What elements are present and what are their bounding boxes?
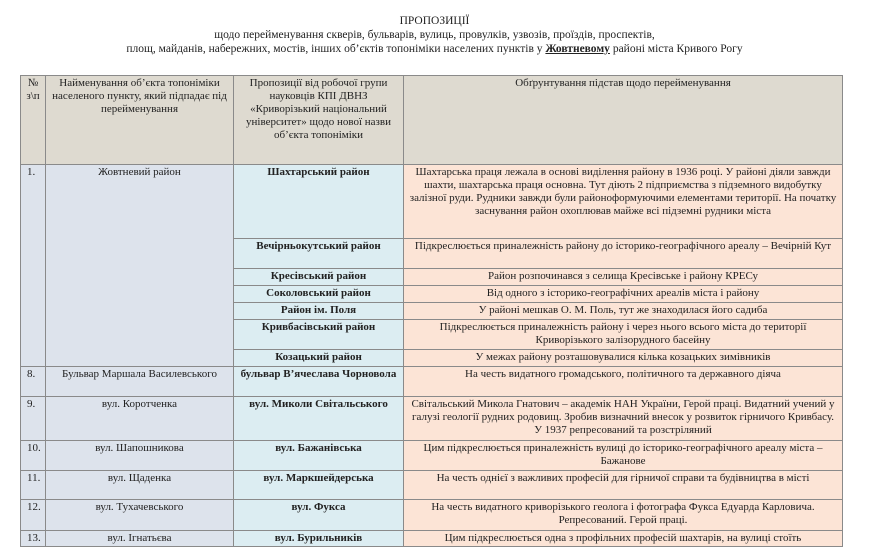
row-justification: У районі мешкав О. М. Поль, тут же знаходилася його садиба: [404, 303, 843, 320]
row-num: 9.: [21, 397, 46, 441]
table-header-row: [21, 76, 843, 165]
row-justification: На честь видатного громадського, політичного та державного діяча: [404, 367, 843, 397]
table-row: [21, 367, 843, 397]
row-current-name: Бульвар Маршала Василевського: [46, 367, 234, 397]
row-proposal: вул. Бурильників: [234, 531, 404, 547]
document-subtitle-line1: щодо перейменування скверів, бульварів, вулиць, провулків, узвозів, проїздів, проспектів,: [214, 29, 655, 41]
row-proposal: вул. Бажанівська: [234, 441, 404, 471]
table-row: [21, 500, 843, 531]
row-justification: Шахтарська праця лежала в основі виділення району в 1936 році. У районі діяли завжди шахти, шахтарська праця основна. Тут діють 2 підприємства з підземного видобутку залізної руди. Рудники завжди були районоформуючими елементами території. На початку заснування район охоплював майже всі підземні рудники міста: [404, 165, 843, 239]
table-row: [21, 531, 843, 547]
document-title: ПРОПОЗИЦІЇ: [399, 15, 470, 27]
row-num: 13.: [21, 531, 46, 547]
table-row: [21, 397, 843, 441]
renaming-proposals-table: [20, 75, 843, 547]
document-header: [0, 14, 869, 56]
row-current-name: вул. Ігнатьєва: [46, 531, 234, 547]
table-row: [21, 165, 843, 239]
table-row: [21, 471, 843, 500]
row-proposal: бульвар В’ячеслава Чорновола: [234, 367, 404, 397]
row-justification: Світальський Микола Гнатович – академік НАН України, Герой праці. Видатний учений у галузі геології рудних родовищ. Зробив визначний внесок у розвиток гірничого Кривбасу. У 1937 репресований та розстріляний: [404, 397, 843, 441]
row-justification: Цим підкреслюється одна з профільних професій шахтарів, на вулиці стоїть: [404, 531, 843, 547]
row-current-name: вул. Коротченка: [46, 397, 234, 441]
header-num: № з\п: [21, 76, 46, 165]
row-proposal: Козацький район: [234, 350, 404, 367]
row-num: 12.: [21, 500, 46, 531]
row-justification: Підкреслюється приналежність району і через нього всього міста до території Криворізького залізорудного басейну: [404, 320, 843, 350]
header-proposal: Пропозиції від робочої групи науковців КПІ ДВНЗ «Криворізький національний університет» щодо нової назви об’єкта топоніміки: [234, 76, 404, 165]
row-num: 8.: [21, 367, 46, 397]
row-proposal: Соколовський район: [234, 286, 404, 303]
row-proposal: вул. Фукса: [234, 500, 404, 531]
row-proposal: вул. Миколи Світальського: [234, 397, 404, 441]
row-current-name: Жовтневий район: [46, 165, 234, 367]
district-name-highlight: Жовтневому: [545, 43, 610, 55]
header-current-name: Найменування об’єкта топоніміки населеного пункту, який підпадає під перейменування: [46, 76, 234, 165]
row-proposal: Кривбасівський район: [234, 320, 404, 350]
row-justification: Район розпочинався з селища Кресівське і району КРЕСу: [404, 269, 843, 286]
row-justification: У межах району розташовувалися кілька козацьких зимівників: [404, 350, 843, 367]
row-justification: На честь однієї з важливих професій для гірничої справи та будівництва в місті: [404, 471, 843, 500]
row-justification: Від одного з історико-географічних ареалів міста і району: [404, 286, 843, 303]
row-proposal: Район ім. Поля: [234, 303, 404, 320]
row-justification: Цим підкреслюється приналежність вулиці до історико-географічного ареалу міста – Бажанове: [404, 441, 843, 471]
row-proposal: Шахтарський район: [234, 165, 404, 239]
table-row: [21, 441, 843, 471]
row-num: 10.: [21, 441, 46, 471]
subtitle-text-post: районі міста Кривого Рогу: [609, 43, 743, 55]
row-current-name: вул. Тухачевського: [46, 500, 234, 531]
header-justification: Обґрунтування підстав щодо перейменування: [404, 76, 843, 165]
row-proposal: Вечірньокутський район: [234, 239, 404, 269]
row-proposal: Кресівський район: [234, 269, 404, 286]
row-justification: Підкреслюється приналежність району до історико-географічного ареалу – Вечірній Кут: [404, 239, 843, 269]
row-current-name: вул. Щаденка: [46, 471, 234, 500]
row-justification: На честь видатного криворізького геолога і фотографа Фукса Едуарда Карловича. Репресований. Герой праці.: [404, 500, 843, 531]
row-proposal: вул. Маркшейдерська: [234, 471, 404, 500]
subtitle-text-pre: площ, майданів, набережних, мостів, інших об’єктів топоніміки населених пунктів у: [126, 43, 546, 55]
row-num: 1.: [21, 165, 46, 367]
row-num: 11.: [21, 471, 46, 500]
document-subtitle-line2: [0, 42, 869, 56]
row-current-name: вул. Шапошникова: [46, 441, 234, 471]
